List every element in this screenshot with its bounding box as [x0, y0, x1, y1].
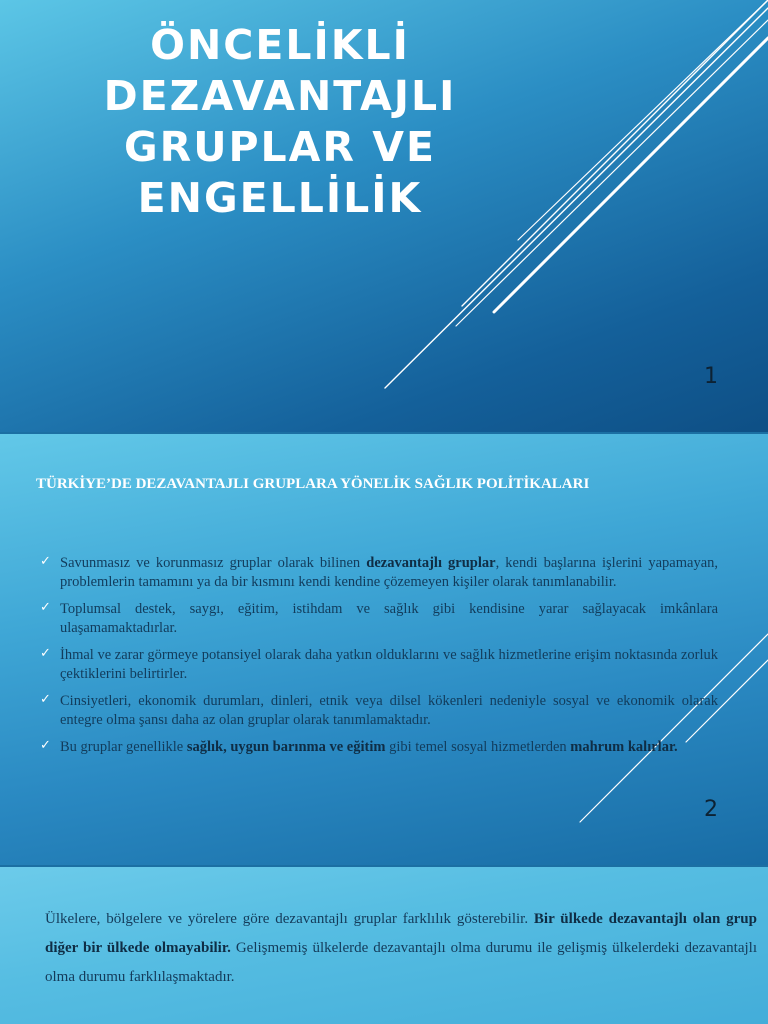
title-line: DEZAVANTAJLI	[103, 72, 457, 120]
paragraph-text: Gelişmemiş ülkelerde dezavantajlı olma durumu ile gelişmiş ülkelerdeki dezavantajlı olma durumu farklılaşmaktadır.	[45, 940, 757, 985]
page-number: 1	[704, 364, 718, 389]
bullet-text: Savunmasız ve korunmasız gruplar olarak bilinen	[60, 555, 367, 571]
slide-2-title: TÜRKİYE’DE DEZAVANTAJLI GRUPLARA YÖNELİK SAĞLIK POLİTİKALARI	[36, 476, 590, 492]
bullet-text: , kendi başlarına işlerini yapamayan, problemlerin tamamını ya da bir kısmını kendi kendine çözemeyen kişiler olarak tanımlanabilir.	[60, 555, 719, 590]
list-item	[40, 738, 718, 757]
bullet-bold: dezavantajlı gruplar	[366, 555, 496, 571]
checkmark-icon: ✓	[40, 738, 51, 753]
title-line: ENGELLİLİK	[137, 174, 423, 222]
bullet-bold: mahrum kalırlar.	[570, 739, 678, 755]
bullet-list	[40, 554, 718, 765]
deco-line	[462, 0, 768, 306]
title-line: ÖNCELİKLİ	[150, 21, 410, 69]
list-item	[40, 692, 718, 730]
slide-1	[0, 0, 768, 432]
list-item	[40, 600, 718, 638]
paragraph-bold: Bir ülkede dezavantajlı olan grup diğer bir ülkede olmayabilir.	[45, 911, 757, 956]
deco-line	[518, 0, 768, 240]
title-line: GRUPLAR VE	[123, 123, 436, 171]
slide-2	[0, 434, 768, 865]
checkmark-icon: ✓	[40, 692, 51, 707]
checkmark-icon: ✓	[40, 600, 51, 615]
bullet-text: Cinsiyetleri, ekonomik durumları, dinleri, etnik veya dilsel kökenleri nedeniyle sosyal ve ekonomik olarak entegre olma şansı daha az olan gruplar olarak tanımlamaktadır.	[60, 693, 718, 728]
bullet-text: Bu gruplar genellikle	[60, 739, 187, 755]
deco-line	[494, 38, 768, 312]
checkmark-icon: ✓	[40, 646, 51, 661]
page-number: 2	[704, 797, 718, 822]
bullet-bold: sağlık, uygun barınma ve eğitim	[186, 739, 386, 755]
checkmark-icon: ✓	[40, 554, 51, 569]
bullet-text: Toplumsal destek, saygı, eğitim, istihdam ve sağlık gibi kendisine yarar sağlayacak imkânlara ulaşamamaktadırlar.	[60, 601, 718, 636]
slide-1-title	[60, 20, 500, 224]
bullet-text: İhmal ve zarar görmeye potansiyel olarak daha yatkın olduklarını ve sağlık hizmetlerine erişim noktasında zorluk çektiklerini belirtirler.	[60, 647, 718, 682]
paragraph-text: Ülkelere, bölgelere ve yörelere göre dezavantajlı gruplar farklılık gösterebilir.	[45, 911, 534, 927]
bullet-text: gibi temel sosyal hizmetlerden	[385, 739, 571, 755]
list-item	[40, 646, 718, 684]
deco-line	[456, 20, 768, 326]
slide-3-paragraph	[45, 905, 757, 992]
list-item	[40, 554, 718, 592]
slide-3	[0, 867, 768, 1024]
